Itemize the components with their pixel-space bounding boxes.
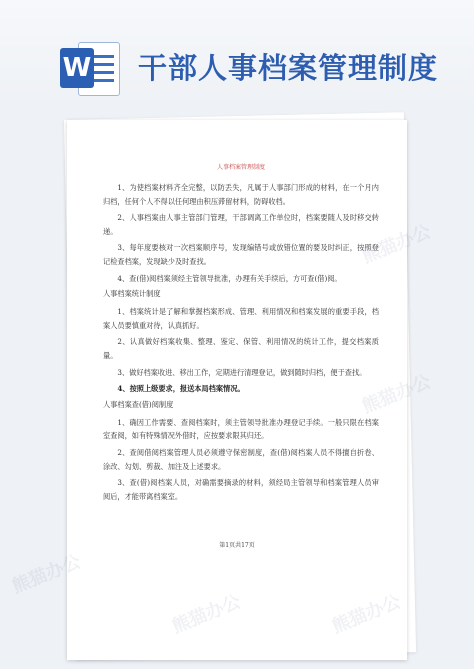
section-heading-access: 人事档案查(借)阅制度 [103,399,174,409]
paragraph-7: 3、做好档案收进、移出工作，定期进行清理登记，做到随时归档，便于查找。 [117,367,367,377]
page-number: 第1页共17页 [219,542,255,549]
document-title: 干部人事档案管理制度 [138,51,439,85]
section-heading-statistics: 人事档案统计制度 [103,289,161,299]
header-banner [0,0,474,110]
paragraph-3: 3、每年度要核对一次档案顺序号，发现编错号或放错位置的要及时纠正，按照登记检查档案，发现缺少及时查找。 [103,243,379,266]
word-letter-badge: W [60,48,94,88]
paragraph-10: 2、查阅借阅档案管理人员必须遵守保密制度，查(借)阅档案人员不得擅自折卷、涂改、勾划、剪裁、加注及上述要求。 [103,447,379,471]
paragraph-9: 1、确因工作需要、查阅档案时，须主管领导批准办理登记手续。一般只限在档案室查阅，如有特殊情况外借时，应按要求限其归还。 [103,417,379,441]
paragraph-6: 2、认真做好档案收集、整理、鉴定、保管、利用情况的统计工作，提交档案质量。 [103,337,379,360]
paragraph-5: 1、档案统计是了解和掌握档案形成、管理、利用情况和档案发展的重要手段，档案人员要慎重对待，认真抓好。 [103,307,379,330]
paragraph-8: 4、按照上级要求，报送本局档案情况。 [117,384,245,394]
paragraph-11: 3、查(借)阅档案人员，对确需要摘录的材料，须经局主管领导和档案管理人员审阅后，才能带离档案室。 [103,478,379,501]
watermark: 熊猫办公 [9,551,84,598]
paragraph-4: 4、查(借)阅档案须经主管领导批准，办理有关手续后，方可查(借)阅。 [117,273,342,283]
page-heading: 人事档案管理制度 [216,164,265,171]
document-page [67,120,407,660]
word-document-icon [60,42,118,94]
paragraph-1: 1、为使档案材料齐全完整，以防丢失，凡属于人事部门形成的材料，在一个月内归档，任何个人不得以任何理由积压滞留材料，防碍收档。 [103,183,379,206]
paragraph-2: 2、人事档案由人事主管部门管理，干部调离工作单位时，档案要随人及时移交转递。 [103,213,379,236]
